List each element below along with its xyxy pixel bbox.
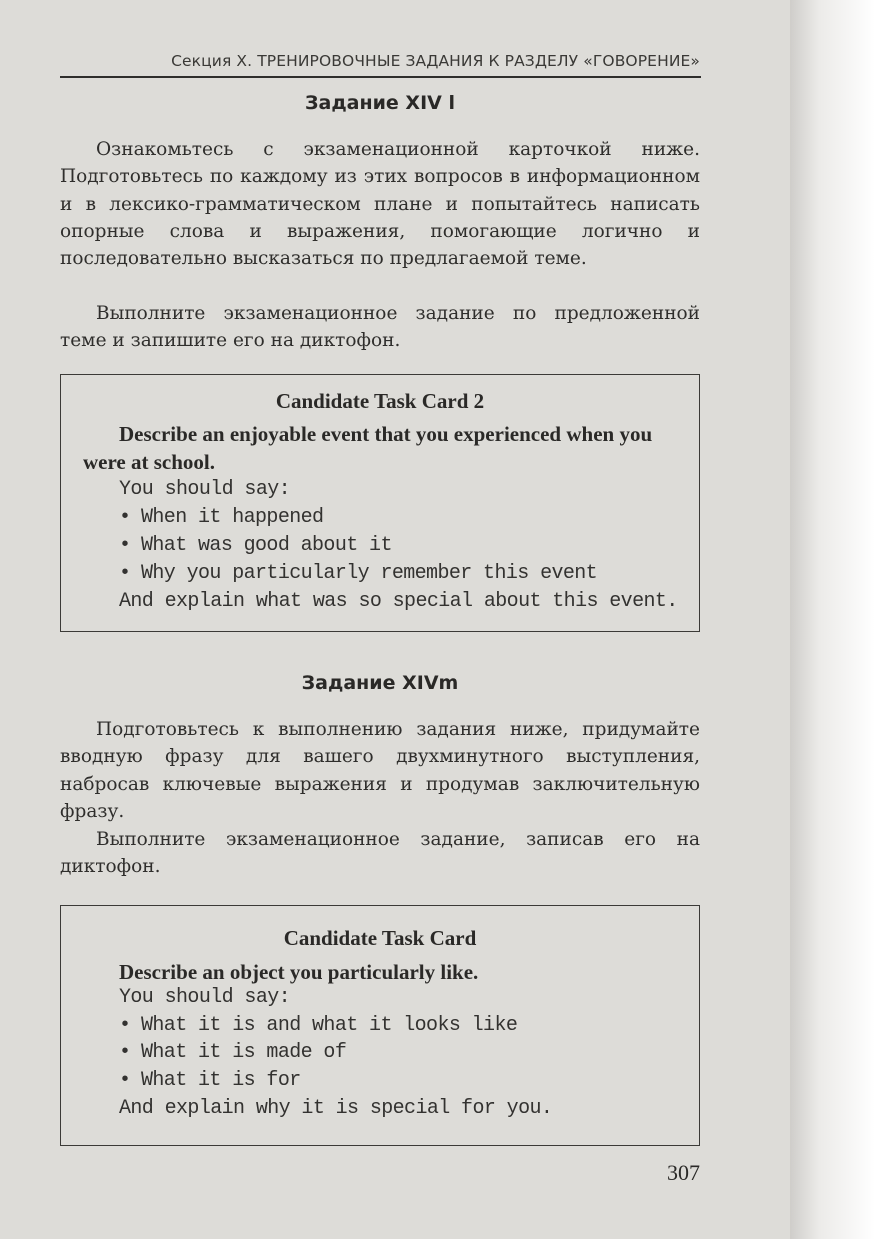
- bullet-icon: •: [119, 562, 131, 585]
- card-lead: You should say:: [119, 478, 291, 501]
- card-bullet-item: [119, 1041, 699, 1064]
- instruction-paragraph: Подготовьтесь к выполнению задания ниже, придумайте вводную фразу для вашего двухминутного выступления, набросав ключевые выражения и продумав заключительную фразу.: [60, 719, 700, 822]
- bullet-icon: •: [119, 1014, 131, 1037]
- bullet-icon: •: [119, 506, 131, 529]
- bullet-icon: •: [119, 1041, 131, 1064]
- card-bullet-item: [119, 534, 699, 557]
- card-title: Candidate Task Card 2: [275, 389, 485, 413]
- page-edge: [790, 0, 875, 1239]
- card-closing: And explain what was so special about this event.: [119, 590, 678, 613]
- page-number: 307: [667, 1160, 700, 1185]
- card-bullet-item: [119, 506, 699, 529]
- card-bullet-item: [119, 562, 699, 585]
- task-card: [60, 905, 700, 1146]
- bullet-text: What was good about it: [141, 534, 392, 557]
- card-bullet-item: [119, 1069, 699, 1092]
- header-rule: [60, 76, 701, 78]
- card-prompt: Describe an object you particularly like.: [119, 960, 479, 984]
- bullet-text: When it happened: [141, 506, 324, 529]
- task-heading-xivm: Задание XIVm: [301, 672, 459, 694]
- card-prompt: Describe an enjoyable event that you experienced when you were at school.: [83, 422, 653, 474]
- instruction-paragraph: Выполните экзаменационное задание по предложенной теме и запишите его на диктофон.: [60, 303, 700, 352]
- bullet-icon: •: [119, 534, 131, 557]
- instruction-paragraph: Выполните экзаменационное задание, записав его на диктофон.: [60, 829, 700, 878]
- bullet-text: Why you particularly remember this event: [141, 562, 598, 585]
- bullet-text: What it is made of: [141, 1041, 347, 1064]
- bullet-icon: •: [119, 1069, 131, 1092]
- running-header: Секция X. ТРЕНИРОВОЧНЫЕ ЗАДАНИЯ К РАЗДЕЛУ «ГОВОРЕНИЕ»: [171, 52, 700, 70]
- bullet-text: What it is and what it looks like: [141, 1014, 518, 1037]
- card-title: Candidate Task Card: [283, 926, 477, 950]
- bullet-text: What it is for: [141, 1069, 301, 1092]
- task-card-2: [60, 374, 700, 632]
- card-closing: And explain why it is special for you.: [119, 1097, 553, 1120]
- task-heading-xiv-l: Задание XIV l: [305, 92, 455, 114]
- instruction-paragraph: Ознакомьтесь с экзаменационной карточкой ниже. Подготовьтесь по каждому из этих вопросов в информационном и в лексико-грамматическом плане и попытайтесь написать опорные слова и выражения, помогающие логично и последовательно высказаться по предлагаемой теме.: [60, 139, 700, 270]
- card-bullet-item: [119, 1014, 699, 1037]
- card-lead: You should say:: [119, 986, 291, 1009]
